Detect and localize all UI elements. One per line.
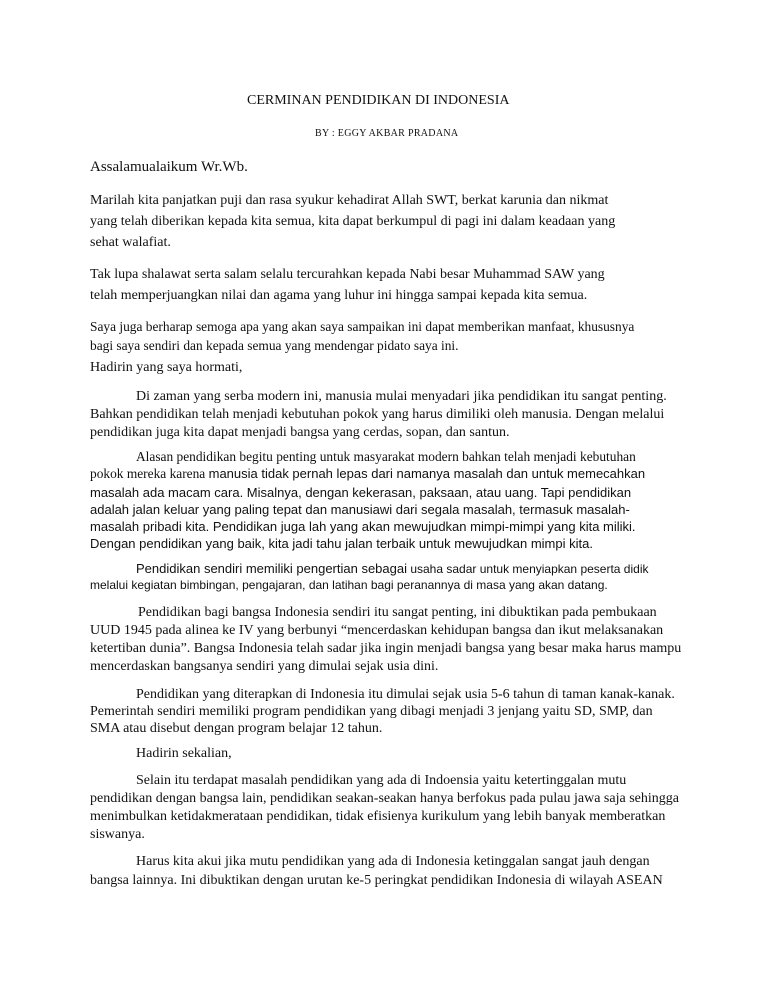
paragraph-segment: pokok mereka karena (90, 466, 209, 481)
paragraph-line: yang telah diberikan kepada kita semua, kita dapat berkumpul di pagi ini dalam keadaan yang (90, 214, 616, 229)
paragraph-line: mencerdaskan bangsanya sendiri yang dimulai sejak usia dini. (90, 659, 439, 674)
paragraph-line (90, 465, 645, 484)
paragraph-line: melalui kegiatan bimbingan, pengajaran, dan latihan bagi peranannya di masa yang akan datang. (90, 578, 608, 592)
paragraph-line: pendidikan juga kita dapat menjadi bangsa yang cerdas, sopan, dan santun. (90, 425, 510, 440)
paragraph-line: sehat walafiat. (90, 235, 171, 250)
paragraph-line: menimbulkan ketidakmerataan pendidikan, tidak efisienya kurikulum yang lebih banyak memberatkan (90, 809, 666, 824)
paragraph-line: Dengan pendidikan yang baik, kita jadi tahu jalan terbaik untuk mewujudkan mimpi kita. (90, 536, 593, 551)
paragraph-line: Di zaman yang serba modern ini, manusia mulai menyadari jika pendidikan itu sangat penting. (136, 389, 667, 404)
paragraph-line: SMA atau disebut dengan program belajar 12 tahun. (90, 721, 383, 736)
paragraph-line: Alasan pendidikan begitu penting untuk masyarakat modern bahkan telah menjadi kebutuhan (136, 449, 636, 464)
paragraph-line: masalah ada macam cara. Misalnya, dengan kekerasan, paksaan, atau uang. Tapi pendidikan (90, 485, 632, 500)
paragraph-line: Marilah kita panjatkan puji dan rasa syukur kehadirat Allah SWT, berkat karunia dan nikmat (90, 193, 609, 208)
paragraph-line: ketertiban dunia”. Bangsa Indonesia telah sadar jika ingin menjadi bangsa yang besar maka harus mampu (90, 641, 682, 656)
paragraph-line: Selain itu terdapat masalah pendidikan yang ada di Indoensia yaitu ketertinggalan mutu (136, 773, 627, 788)
paragraph-line: bagi saya sendiri dan kepada semua yang mendengar pidato saya ini. (90, 338, 459, 353)
document-title: CERMINAN PENDIDIKAN DI INDONESIA (247, 93, 510, 108)
paragraph-line: Pendidikan yang diterapkan di Indonesia itu dimulai sejak usia 5-6 tahun di taman kanak-kanak. (136, 687, 675, 702)
paragraph-segment: manusia tidak pernah lepas dari namanya masalah dan untuk memecahkan (208, 466, 646, 481)
paragraph-segment: Pendidikan sendiri memiliki pengertian sebagai (136, 561, 407, 576)
paragraph-line: bangsa lainnya. Ini dibuktikan dengan urutan ke-5 peringkat pendidikan Indonesia di wilayah ASEAN (90, 873, 663, 888)
paragraph-line: Hadirin yang saya hormati, (90, 360, 243, 375)
paragraph-line: Hadirin sekalian, (136, 746, 232, 761)
paragraph-line: pendidikan dengan bangsa lain, pendidikan seakan-seakan hanya berfokus pada pulau jawa saja sehingga (90, 791, 679, 806)
greeting: Assalamualaikum Wr.Wb. (90, 159, 248, 175)
paragraph-line: siswanya. (90, 827, 145, 842)
paragraph-line: Saya juga berharap semoga apa yang akan saya sampaikan ini dapat memberikan manfaat, khususnya (90, 319, 635, 334)
paragraph-line: Pemerintah sendiri memiliki program pendidikan yang dibagi menjadi 3 jenjang yaitu SD, SMP, dan (90, 704, 653, 719)
paragraph-segment: usaha sadar untuk menyiapkan peserta didik (407, 562, 649, 576)
paragraph-line: Tak lupa shalawat serta salam selalu tercurahkan kepada Nabi besar Muhammad SAW yang (90, 267, 605, 282)
paragraph-line: Harus kita akui jika mutu pendidikan yang ada di Indonesia ketinggalan sangat jauh dengan (136, 854, 650, 869)
paragraph-line: masalah pribadi kita. Pendidikan juga lah yang akan mewujudkan mimpi-mimpi yang kita miliki. (90, 519, 636, 534)
paragraph-line: adalah jalan keluar yang paling tepat dan manusiawi dari segala masalah, termasuk masalah- (90, 502, 630, 517)
paragraph-line: UUD 1945 pada alinea ke IV yang berbunyi “mencerdaskan kehidupan bangsa dan ikut melaksanakan (90, 623, 664, 638)
paragraph-line: Bahkan pendidikan telah menjadi kebutuhan pokok yang harus dimiliki oleh manusia. Dengan melalui (90, 407, 665, 422)
document-byline: BY : EGGY AKBAR PRADANA (315, 128, 459, 139)
paragraph-line: Pendidikan bagi bangsa Indonesia sendiri itu sangat penting, ini dibuktikan pada pembukaan (138, 605, 657, 620)
paragraph-line: telah memperjuangkan nilai dan agama yang luhur ini hingga sampai kepada kita semua. (90, 288, 588, 303)
